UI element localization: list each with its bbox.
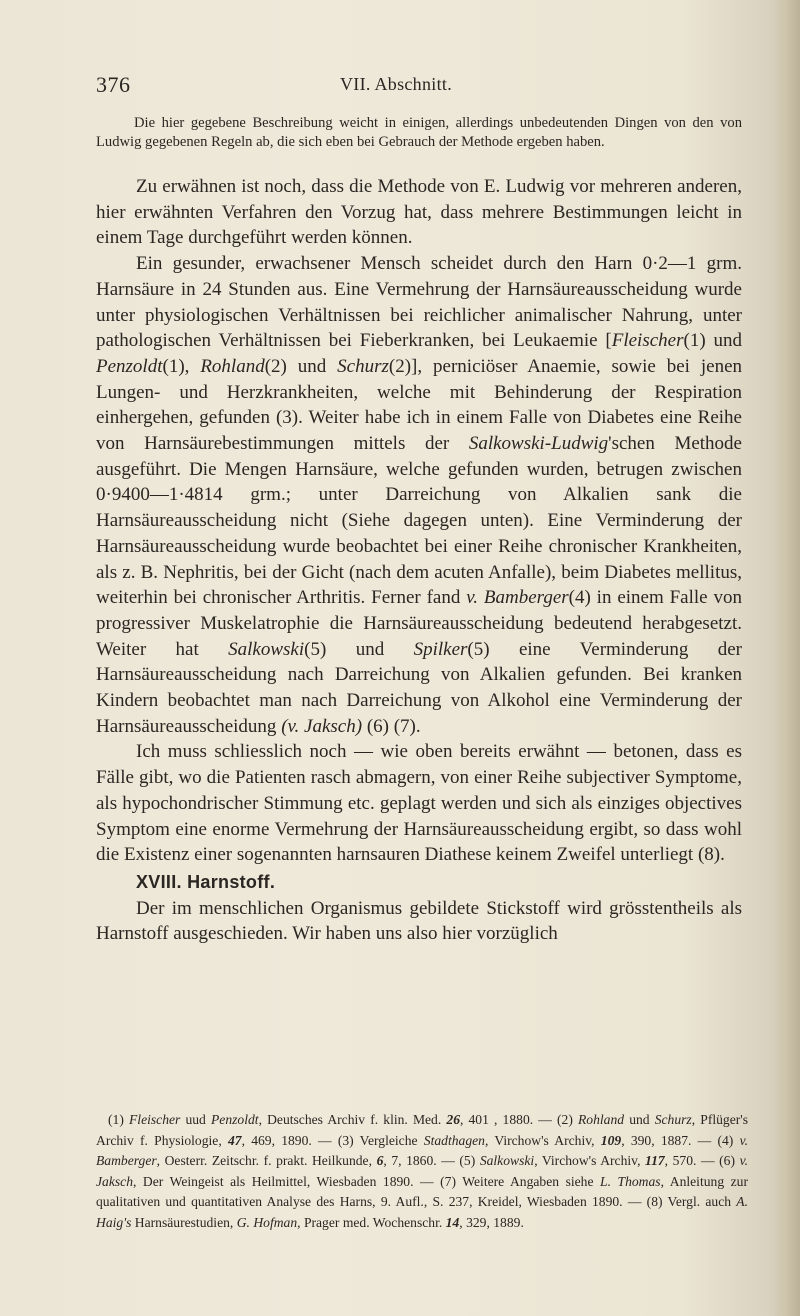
fn-author: A. Haig's: [96, 1194, 748, 1230]
p2-segment: 'schen Methode ausgeführt. Die Mengen Harnsäure, welche gefunden wurden, betrugen zwischen 0·9400—1·4814 grm.; unter Darreichung von Alkalien sank die Harnsäureausscheidung nicht (Siehe dagegen unten). Eine Verminderung der Harnsäureausscheidung wurde beobachtet bei einer Reihe chronischer Krankheiten, als z. B. Nephritis, bei der Gicht (nach dem acuten Anfalle), beim Diabetes mellitus, weiterhin bei chronischer Arthritis. Ferner fand: [96, 433, 742, 609]
ref-rohland: Rohland: [200, 355, 265, 377]
p2-segment: (2) und: [264, 355, 338, 377]
main-text: [96, 174, 742, 947]
ref-spilker: Spilker: [413, 638, 468, 660]
fn-author: Salkowski: [479, 1153, 535, 1169]
ref-jaksch: (v. Jaksch): [281, 715, 363, 737]
fn-author: L. Thomas: [600, 1173, 661, 1189]
fn-seg: , Der Weingeist als Heilmittel, Wiesbaden 1890. — (7) Weitere Angaben siehe: [133, 1173, 601, 1189]
p2-segment: (5) eine Verminderung der Harnsäureausscheidung nach Darreichung von Alkalien gefunden. Bei kranken Kindern beobachtet man nach Darreichung von Alkohol eine Verminderung der Harnsäureausscheidung: [96, 638, 742, 737]
ref-salkowski: Salkowski: [228, 638, 305, 660]
fn-seg: Harnsäurestudien,: [131, 1214, 237, 1230]
intro-text-span: Die hier gegebene Beschreibung weicht in einigen, allerdings unbedeutenden Dingen von den von Ludwig gegebenen Regeln ab, die sich eben bei Gebrauch der Methode ergeben haben.: [96, 115, 742, 150]
fn-seg: , Deutsches Archiv f. klin. Med.: [258, 1112, 447, 1127]
fn-author: Rohland: [577, 1112, 625, 1127]
fn-seg: , 401 , 1880. — (2): [459, 1112, 578, 1127]
fn-volume: 6: [376, 1153, 384, 1169]
intro-text: [96, 114, 742, 151]
paragraph-3-text: Ich muss schliesslich noch — wie oben bereits erwähnt — betonen, dass es Fälle gibt, wo die Patienten rasch abmagern, von einer Reihe subjectiver Symptome, als hypochondrischer Stimmung etc. geplagt werden und sich als einziges objectives Symptom eine enorme Vermehrung der Harnsäureausscheidung ergibt, so dass wohl die Existenz einer sogenannten harnsauren Diathese keinem Zweifel unterliegt (8).: [96, 741, 742, 866]
p2-segment: (2)], perniciöser Anaemie, sowie bei jenen Lungen- und Herzkrankheiten, welche mit Behinderung der Respiration einhergehen, gefunden (3). Weiter habe ich in einem Falle von Diabetes eine Reihe von Harnsäurebestimmungen mittels der: [96, 355, 743, 455]
ref-fleischer: Fleischer: [611, 330, 684, 352]
fn-seg: (1): [108, 1112, 129, 1127]
footnote-block: [96, 1110, 748, 1234]
fn-author: G. Hofman: [236, 1214, 298, 1230]
fn-seg: , Anleitung zur qualitativen und quantitativen Analyse des Harns, 9. Aufl., S. 237, Kreidel, Wiesbaden 1890. — (8) Vergl. auch: [96, 1173, 749, 1210]
footnotes: [96, 1110, 748, 1234]
fn-volume: 117: [645, 1153, 665, 1169]
p2-segment: (4) in einem Falle von progressiver Muskelatrophie die Harnsäureausscheidung bedeutend herabgesetzt. Weiter hat: [96, 587, 742, 660]
ref-bamberger: v. Bamberger: [466, 587, 569, 609]
p2-segment: (1) und: [683, 330, 742, 352]
paragraph-4: [96, 896, 742, 947]
fn-author: Schurz: [654, 1112, 692, 1127]
fn-seg: und: [624, 1112, 655, 1127]
fn-author: v. Bamberger: [96, 1132, 748, 1169]
fn-seg: , Virchow's Archiv,: [484, 1132, 601, 1148]
fn-seg: , 469, 1890. — (3) Vergleiche: [241, 1132, 424, 1148]
fn-volume: 14: [445, 1214, 460, 1230]
fn-seg: , Pflüger's Archiv f. Physiologie,: [96, 1112, 749, 1148]
ref-penzoldt: Penzoldt: [96, 355, 163, 377]
fn-author: Penzoldt: [210, 1112, 259, 1127]
intro-paragraph: [96, 114, 742, 151]
paragraph-1-text: Zu erwähnen ist noch, dass die Methode von E. Ludwig vor mehreren anderen, hier erwähnten Verfahren den Vorzug hat, dass mehrere Bestimmungen leicht in einem Tage durchgeführt werden können.: [96, 176, 742, 249]
p2-segment: (1),: [162, 355, 201, 377]
paragraph-3: [96, 739, 742, 868]
section-heading: XVIII. Harnstoff.: [136, 871, 276, 892]
p2-segment: (6) (7).: [362, 715, 421, 737]
ref-schurz: Schurz: [337, 355, 389, 377]
fn-seg: , Prager med. Wochenschr.: [297, 1214, 446, 1230]
fn-seg: , Oesterr. Zeitschr. f. prakt. Heilkunde,: [156, 1153, 377, 1169]
p2-segment: (5) und: [304, 638, 414, 660]
running-header: [96, 72, 696, 102]
fn-seg: , 329, 1889.: [459, 1214, 524, 1230]
p2-segment: Ein gesunder, erwachsener Mensch scheidet durch den Harn 0·2—1 grm. Harnsäure in 24 Stunden aus. Eine Vermehrung der Harnsäureausscheidung wurde unter physiologischen Verhältnissen bei reichlicher animalischer Nahrung, unter pathologischen Verhältnissen bei Fieberkranken, bei Leukaemie [: [96, 253, 742, 352]
fn-seg: uud: [180, 1112, 211, 1127]
fn-seg: , Virchow's Archiv,: [534, 1153, 646, 1169]
fn-seg: , 390, 1887. — (4): [621, 1132, 740, 1148]
fn-author: Fleischer: [128, 1112, 181, 1127]
fn-volume: 47: [227, 1132, 242, 1148]
fn-author: v. Jaksch: [96, 1153, 748, 1189]
fn-volume: 109: [600, 1132, 622, 1148]
fn-author: Stadthagen: [423, 1132, 485, 1148]
ref-salkowski-ludwig: Salkowski-Ludwig: [468, 433, 609, 455]
paragraph-1: [96, 174, 742, 251]
paragraph-4-text: Der im menschlichen Organismus gebildete Stickstoff wird grösstentheils als Harnstoff ausgeschieden. Wir haben uns also hier vorzüglich: [96, 897, 742, 945]
page-edge-shadow: [774, 0, 800, 1316]
paragraph-2: [96, 251, 742, 739]
page-number: 376: [96, 72, 131, 97]
fn-volume: 26: [446, 1112, 460, 1127]
fn-seg: , 570. — (6): [664, 1153, 740, 1169]
section-label: VII. Abschnitt.: [340, 74, 452, 94]
fn-seg: , 7, 1860. — (5): [383, 1153, 480, 1169]
